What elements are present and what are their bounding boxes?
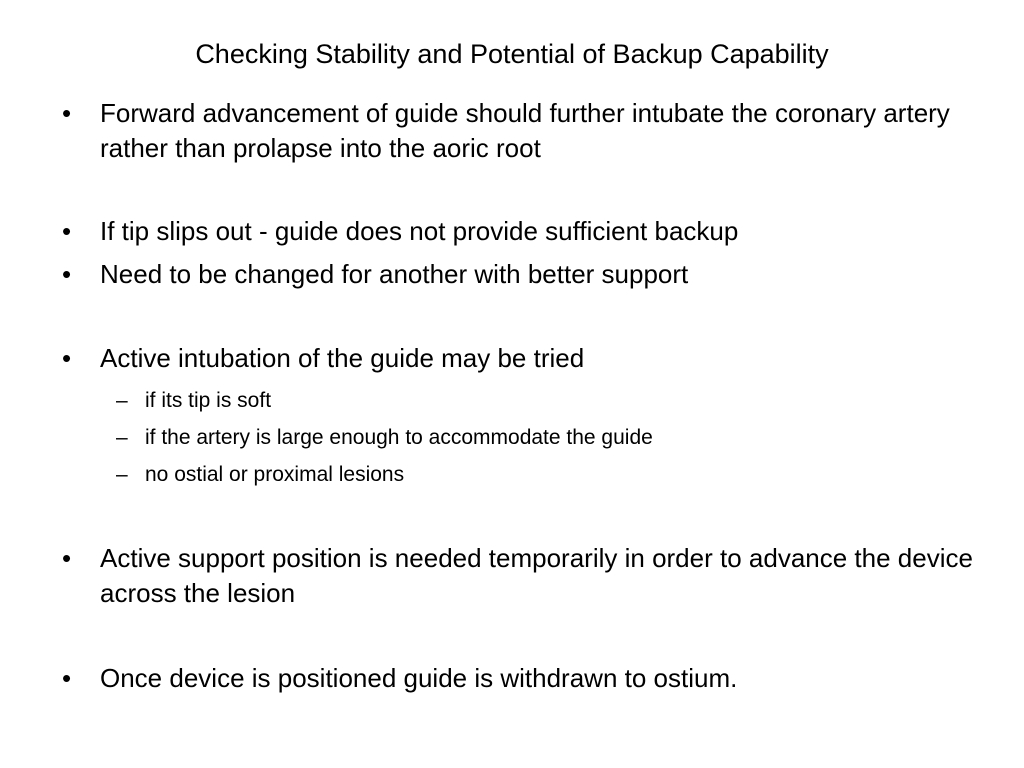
bullet-item [62, 341, 982, 376]
bullet-text: Once device is positioned guide is withdrawn to ostium. [100, 663, 738, 693]
bullet-item [62, 541, 982, 611]
sub-bullet-marker: – [116, 426, 128, 449]
bullet-item [62, 214, 982, 249]
sub-bullet-text: no ostial or proximal lesions [145, 463, 405, 486]
bullet-marker: • [62, 98, 72, 128]
sub-bullet-marker: – [116, 463, 128, 486]
bullet-text: Forward advancement of guide should further intubate the coronary artery rather than prolapse into the aoric root [100, 98, 950, 163]
sub-bullet-marker: – [116, 389, 128, 412]
bullet-item [62, 661, 982, 696]
sub-bullet-item [116, 460, 976, 490]
bullet-text: Need to be changed for another with better support [100, 259, 689, 289]
sub-bullet-item [116, 386, 976, 416]
bullet-item [62, 96, 982, 166]
bullet-item [62, 257, 982, 292]
sub-bullet-text: if the artery is large enough to accommodate the guide [145, 426, 653, 449]
bullet-text: Active intubation of the guide may be tried [100, 343, 585, 373]
bullet-text: Active support position is needed temporarily in order to advance the device across the lesion [100, 543, 973, 608]
bullet-marker: • [62, 543, 72, 573]
bullet-marker: • [62, 663, 72, 693]
bullet-marker: • [62, 343, 72, 373]
sub-bullet-text: if its tip is soft [145, 389, 272, 412]
bullet-marker: • [62, 216, 72, 246]
bullet-text: If tip slips out - guide does not provide sufficient backup [100, 216, 739, 246]
sub-bullet-item [116, 423, 976, 453]
bullet-marker: • [62, 259, 72, 289]
slide-title: Checking Stability and Potential of Backup Capability [195, 39, 829, 69]
